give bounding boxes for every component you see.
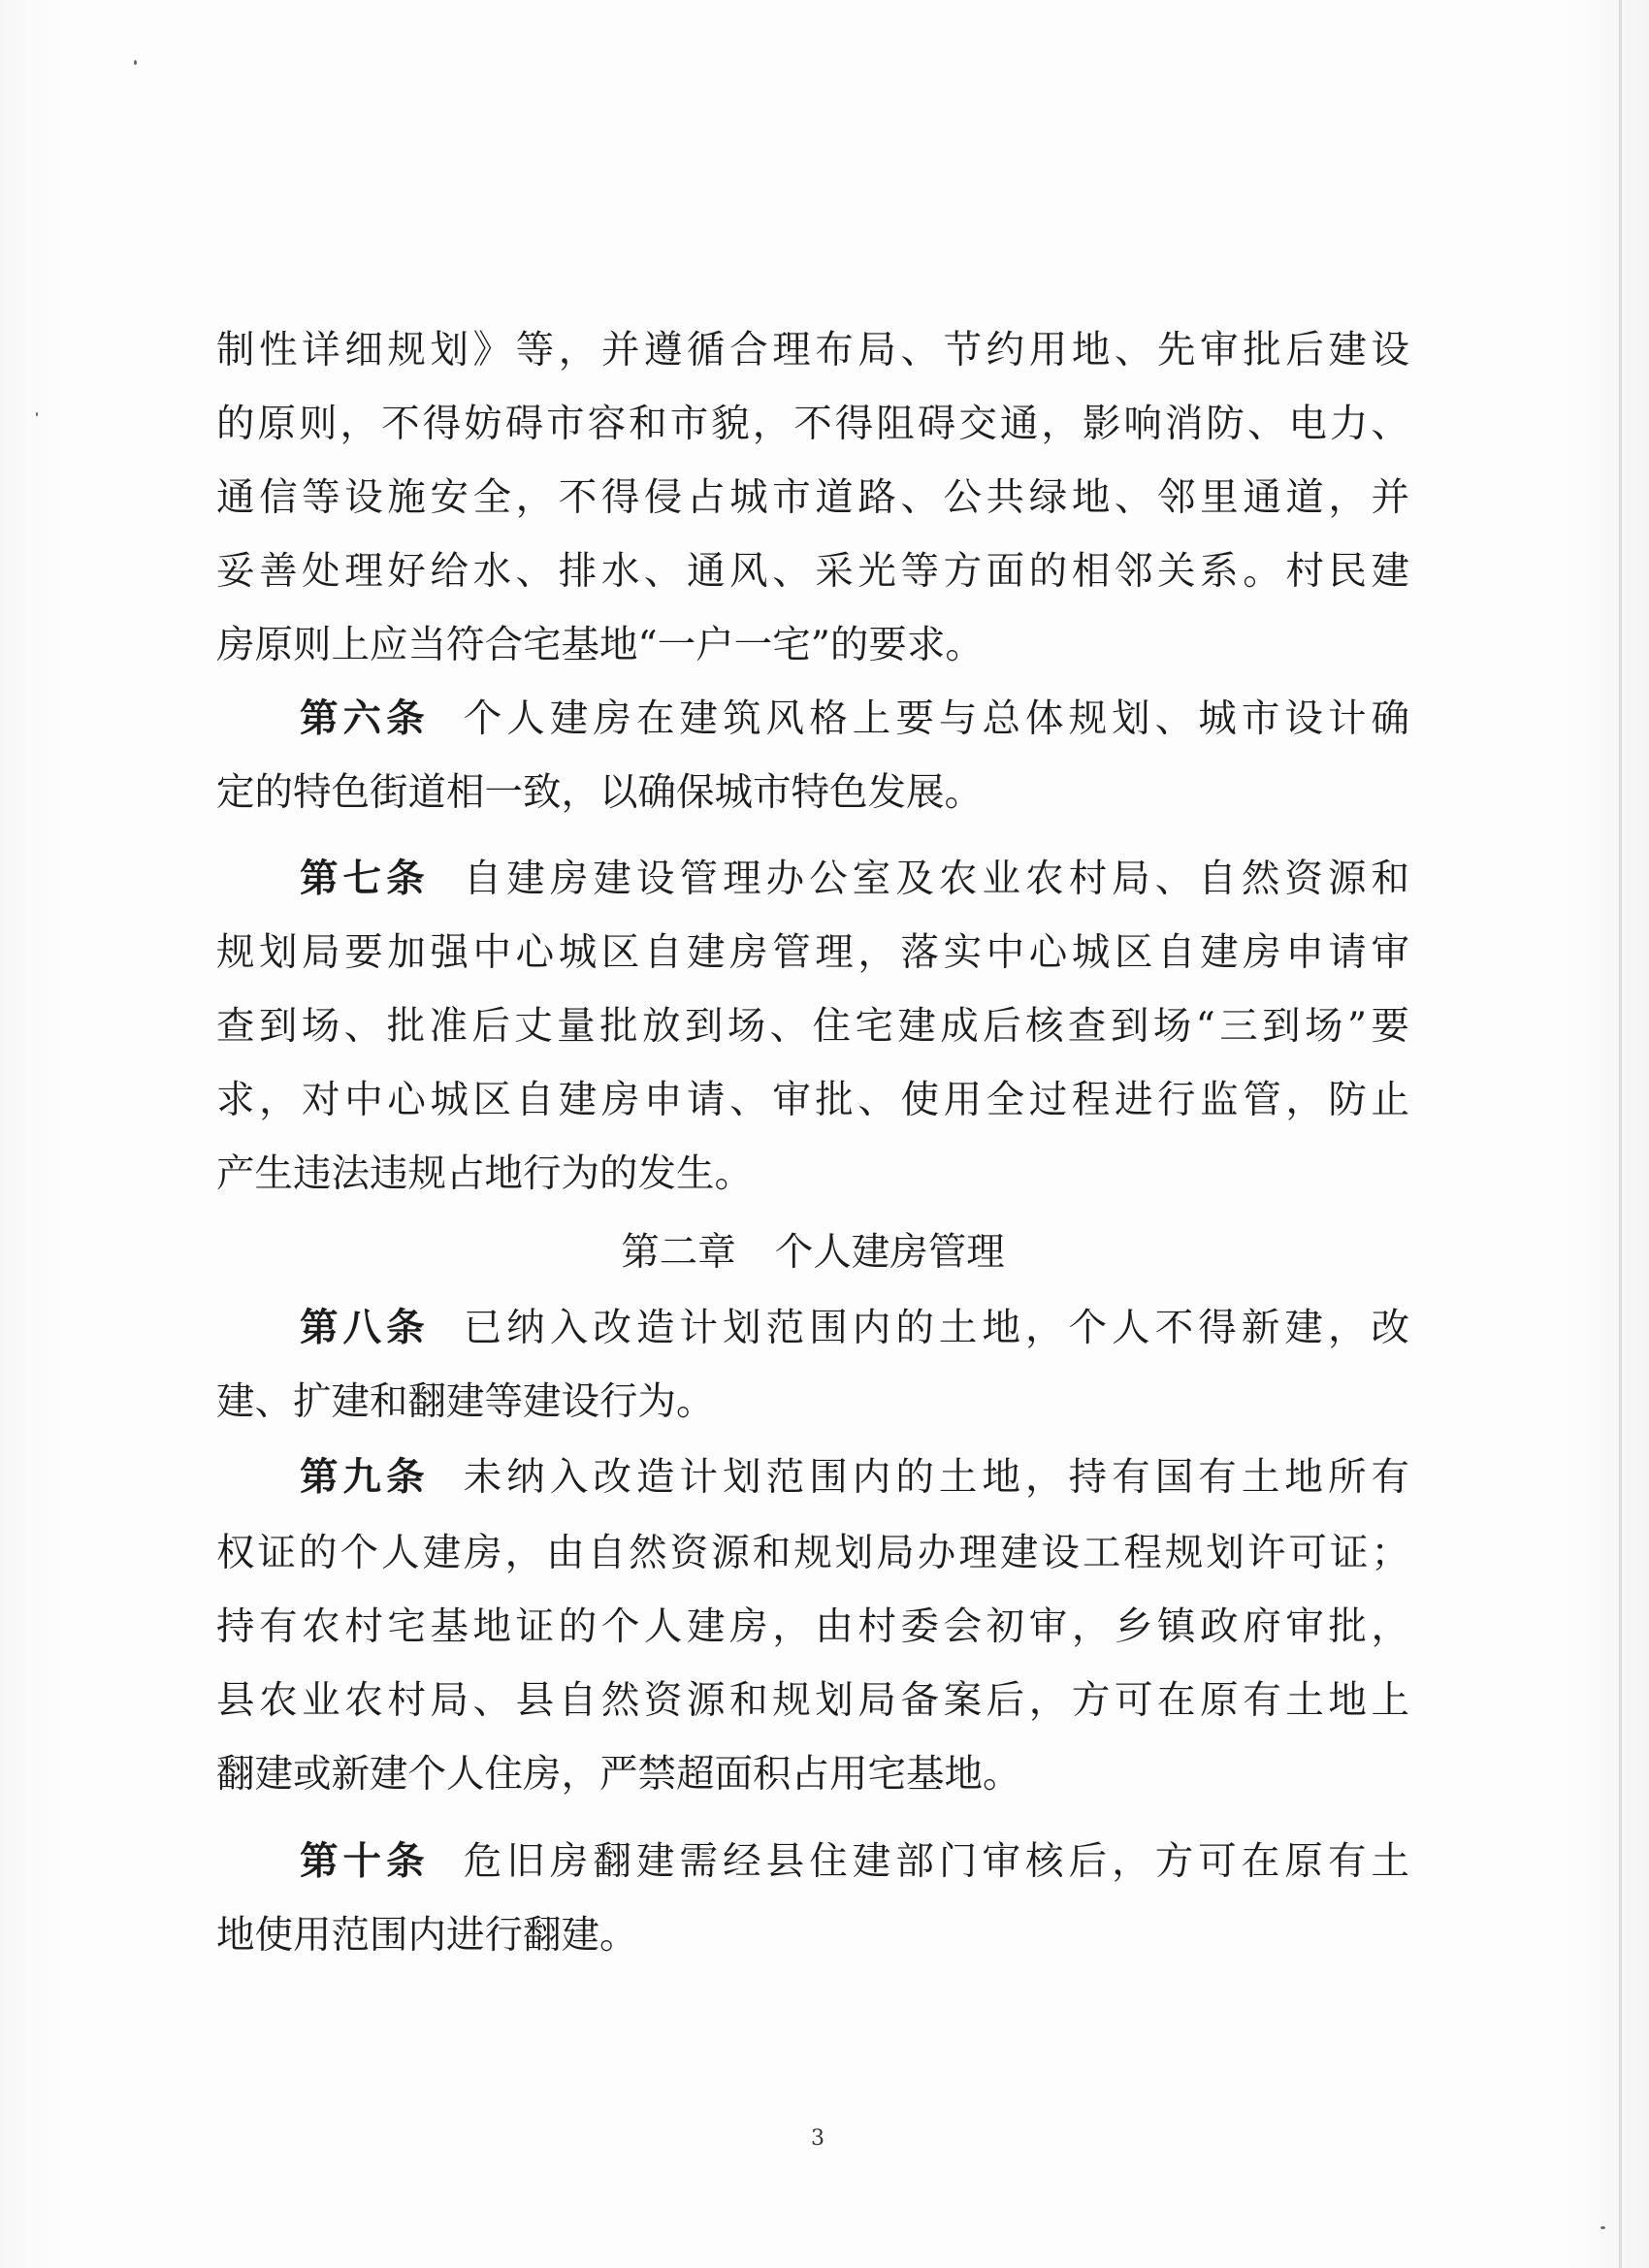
scan-edge (1619, 0, 1622, 2268)
article-heading: 第八条 (300, 1306, 430, 1350)
article-line: 第十条 危旧房翻建需经县住建部门审核后，方可在原有土 (300, 1839, 1410, 1884)
text-line: 规划局要加强中心城区自建房管理，落实中心城区自建房申请审 (216, 930, 1409, 975)
text-line: 查到场、批准后丈量批放到场、住宅建成后核查到场“三到场”要 (216, 1004, 1409, 1049)
text-line: 县农业农村局、县自然资源和规划局备案后，方可在原有土地上 (216, 1678, 1409, 1723)
page-number: 3 (811, 2126, 824, 2151)
chapter-heading (216, 1227, 1409, 1278)
article-heading: 第六条 (300, 697, 430, 741)
text-line: 求，对中心城区自建房申请、审批、使用全过程进行监管，防止 (216, 1078, 1409, 1122)
article-heading: 第十条 (300, 1839, 430, 1884)
text-line: 通信等设施安全，不得侵占城市道路、公共绿地、邻里通道，并 (216, 475, 1409, 520)
text-line: 建、扩建和翻建等建设行为。 (216, 1379, 715, 1424)
text-line: 地使用范围内进行翻建。 (216, 1913, 638, 1958)
article-line: 第六条 个人建房在建筑风格上要与总体规划、城市设计确 (300, 697, 1410, 741)
text-line: 权证的个人建房，由自然资源和规划局办理建设工程规划许可证； (216, 1531, 1409, 1575)
article-line: 第七条 自建房建设管理办公室及农业农村局、自然资源和 (300, 857, 1410, 901)
article-line: 第八条 已纳入改造计划范围内的土地，个人不得新建，改 (300, 1306, 1410, 1350)
article-heading: 第九条 (300, 1455, 430, 1500)
article-line: 第九条 未纳入改造计划范围内的土地，持有国有土地所有 (300, 1455, 1410, 1500)
text-line: 制性详细规划》等，并遵循合理布局、节约用地、先审批后建设 (216, 328, 1409, 373)
article-heading: 第七条 (300, 857, 430, 901)
text-line: 翻建或新建个人住房，严禁超面积占用宅基地。 (216, 1752, 1021, 1797)
text-line: 产生违法违规占地行为的发生。 (216, 1151, 753, 1196)
scan-speck (1600, 2226, 1605, 2229)
text-line: 持有农村宅基地证的个人建房，由村委会初审，乡镇政府审批， (216, 1604, 1409, 1649)
text-line: 妥善处理好给水、排水、通风、采光等方面的相邻关系。村民建 (216, 549, 1409, 594)
text-line: 的原则，不得妨碍市容和市貌，不得阻碍交通，影响消防、电力、 (216, 402, 1409, 446)
chapter-number: 第二章 (621, 1230, 736, 1275)
scan-speck (36, 412, 38, 416)
scan-speck (134, 60, 137, 65)
text-line: 定的特色街道相一致，以确保城市特色发展。 (216, 770, 983, 815)
text-line: 房原则上应当符合宅基地“一户一宅”的要求。 (216, 623, 984, 667)
chapter-title: 个人建房管理 (774, 1230, 1005, 1275)
